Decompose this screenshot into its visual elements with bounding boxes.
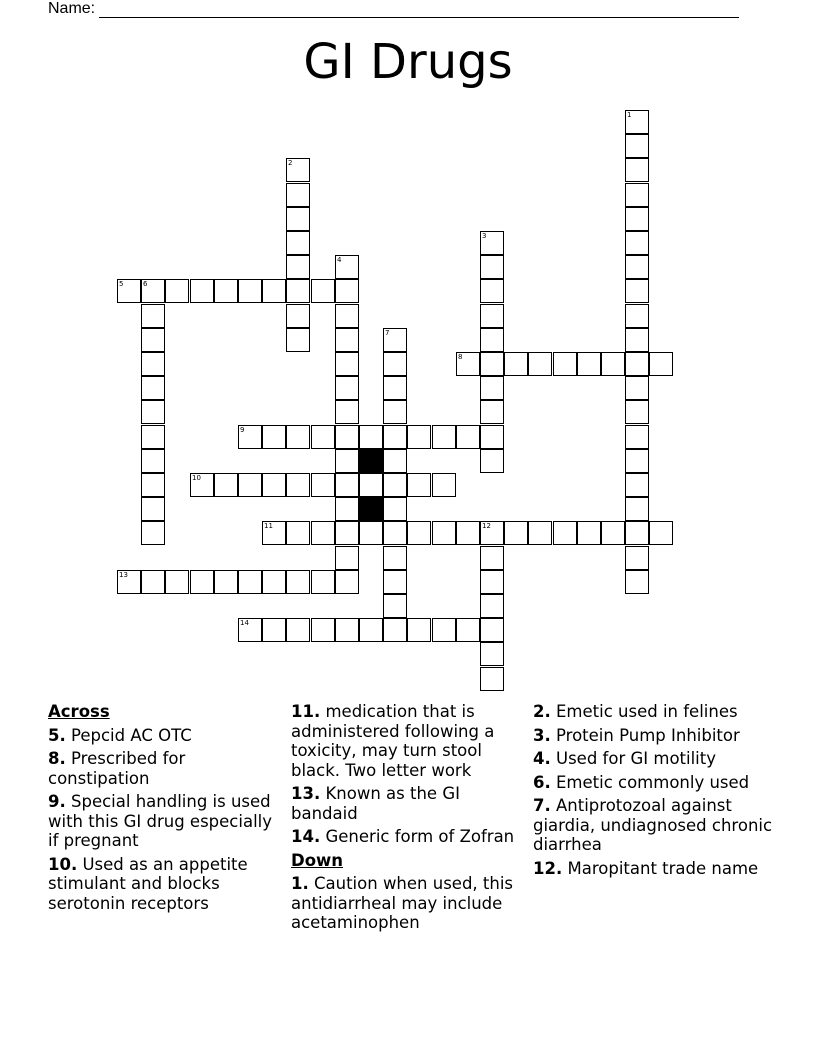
grid-cell[interactable] — [141, 376, 165, 400]
across-clue — [291, 827, 523, 847]
clues-column-2 — [291, 702, 523, 937]
grid-cell[interactable] — [383, 352, 407, 376]
grid-cell[interactable] — [335, 521, 359, 545]
grid-cell[interactable] — [311, 279, 335, 303]
grid-cell[interactable] — [141, 473, 165, 497]
grid-cell[interactable] — [335, 425, 359, 449]
grid-cell[interactable] — [286, 328, 310, 352]
grid-cell[interactable] — [311, 473, 335, 497]
name-label: Name: — [48, 0, 96, 17]
grid-cell[interactable] — [190, 570, 214, 594]
clue-number: 9. — [48, 792, 66, 811]
grid-cell[interactable] — [432, 618, 456, 642]
grid-cell[interactable] — [383, 400, 407, 424]
grid-cell[interactable] — [480, 279, 504, 303]
grid-cell-black — [359, 497, 383, 521]
grid-cell[interactable] — [335, 449, 359, 473]
grid-cell[interactable] — [456, 425, 480, 449]
grid-cell[interactable] — [141, 352, 165, 376]
grid-cell[interactable] — [504, 521, 528, 545]
across-clue — [291, 784, 523, 823]
clue-text: Emetic used in felines — [556, 702, 738, 721]
grid-cell[interactable] — [335, 473, 359, 497]
grid-cell[interactable] — [141, 304, 165, 328]
clue-number-label: 4 — [337, 256, 342, 264]
grid-cell[interactable] — [238, 425, 262, 449]
clue-text: Special handling is used with this GI drug especially if pregnant — [48, 792, 273, 850]
grid-cell[interactable] — [141, 328, 165, 352]
clue-text: Protein Pump Inhibitor — [556, 725, 740, 745]
grid-cell[interactable] — [456, 521, 480, 545]
grid-cell[interactable] — [480, 255, 504, 279]
clue-number: 4. — [533, 749, 551, 768]
grid-cell[interactable] — [262, 473, 286, 497]
clue-number: 11. — [291, 702, 321, 721]
grid-cell[interactable] — [480, 328, 504, 352]
clue-text: Caution when used, this antidiarrheal may include acetaminophen — [291, 874, 514, 932]
grid-cell[interactable] — [480, 546, 504, 570]
grid-cell[interactable] — [625, 158, 649, 182]
grid-cell[interactable] — [286, 618, 310, 642]
grid-cell[interactable] — [625, 304, 649, 328]
down-heading: Down — [291, 850, 344, 870]
grid-cell[interactable] — [625, 497, 649, 521]
grid-cell[interactable] — [286, 158, 310, 182]
clue-number: 1. — [291, 874, 309, 893]
grid-cell[interactable] — [625, 352, 649, 376]
grid-cell[interactable] — [577, 521, 601, 545]
clue-number-label: 9 — [240, 426, 245, 434]
grid-cell[interactable] — [141, 400, 165, 424]
grid-cell[interactable] — [335, 255, 359, 279]
clue-number-label: 7 — [385, 329, 390, 337]
clue-number: 8. — [48, 749, 66, 768]
name-underline[interactable] — [99, 3, 739, 18]
grid-cell[interactable] — [286, 183, 310, 207]
grid-cell[interactable] — [141, 279, 165, 303]
grid-cell[interactable] — [625, 449, 649, 473]
grid-cell[interactable] — [383, 425, 407, 449]
grid-cell[interactable] — [480, 618, 504, 642]
grid-cell[interactable] — [214, 279, 238, 303]
grid-cell[interactable] — [625, 328, 649, 352]
grid-cell[interactable] — [262, 570, 286, 594]
grid-cell[interactable] — [577, 352, 601, 376]
grid-cell[interactable] — [383, 570, 407, 594]
clue-number-label: 10 — [192, 474, 201, 482]
grid-cell[interactable] — [286, 207, 310, 231]
grid-cell[interactable] — [359, 618, 383, 642]
grid-cell[interactable] — [165, 570, 189, 594]
grid-cell[interactable] — [335, 304, 359, 328]
clue-text: Emetic commonly used — [556, 772, 750, 792]
grid-cell[interactable] — [407, 425, 431, 449]
grid-cell[interactable] — [190, 473, 214, 497]
grid-cell[interactable] — [480, 425, 504, 449]
grid-cell[interactable] — [407, 473, 431, 497]
clue-number: 5. — [48, 725, 66, 745]
grid-cell[interactable] — [141, 497, 165, 521]
grid-cell[interactable] — [480, 352, 504, 376]
down-clue — [533, 773, 773, 793]
grid-cell[interactable] — [480, 231, 504, 255]
grid-cell[interactable] — [649, 352, 673, 376]
grid-cell[interactable] — [383, 546, 407, 570]
grid-cell[interactable] — [262, 521, 286, 545]
grid-cell[interactable] — [311, 521, 335, 545]
grid-cell[interactable] — [625, 473, 649, 497]
clue-text: Maropitant trade name — [567, 858, 759, 878]
clue-text: Used as an appetite stimulant and blocks serotonin receptors — [48, 854, 248, 913]
grid-cell[interactable] — [286, 570, 310, 594]
grid-cell[interactable] — [625, 400, 649, 424]
grid-cell[interactable] — [625, 231, 649, 255]
clue-number-label: 14 — [240, 619, 249, 627]
down-clue — [533, 702, 773, 722]
grid-cell[interactable] — [141, 425, 165, 449]
grid-cell[interactable] — [117, 570, 141, 594]
grid-cell[interactable] — [625, 255, 649, 279]
grid-cell[interactable] — [625, 207, 649, 231]
grid-cell[interactable] — [480, 449, 504, 473]
grid-cell[interactable] — [625, 110, 649, 134]
grid-cell[interactable] — [117, 279, 141, 303]
grid-cell[interactable] — [480, 642, 504, 666]
grid-cell[interactable] — [480, 376, 504, 400]
grid-cell-black — [359, 449, 383, 473]
grid-cell[interactable] — [262, 279, 286, 303]
grid-cell[interactable] — [335, 352, 359, 376]
grid-cell[interactable] — [625, 183, 649, 207]
grid-cell[interactable] — [553, 521, 577, 545]
clue-number-label: 5 — [119, 280, 124, 288]
across-clue — [48, 792, 278, 851]
grid-cell[interactable] — [504, 352, 528, 376]
clues-column-1 — [48, 702, 278, 917]
grid-cell[interactable] — [359, 473, 383, 497]
grid-cell[interactable] — [286, 425, 310, 449]
grid-cell[interactable] — [141, 449, 165, 473]
clue-number-label: 8 — [458, 353, 463, 361]
grid-cell[interactable] — [553, 352, 577, 376]
grid-cell[interactable] — [528, 352, 552, 376]
clue-text: medication that is administered following a toxicity, may turn stool black. Two letter work — [291, 702, 495, 780]
grid-cell[interactable] — [238, 279, 262, 303]
clue-number: 13. — [291, 784, 321, 803]
grid-cell[interactable] — [480, 667, 504, 691]
grid-cell[interactable] — [214, 473, 238, 497]
page-title: GI Drugs — [303, 34, 513, 90]
grid-cell[interactable] — [286, 255, 310, 279]
grid-cell[interactable] — [625, 376, 649, 400]
grid-cell[interactable] — [432, 425, 456, 449]
clue-text: Antiprotozoal against giardia, undiagnosed chronic diarrhea — [533, 796, 773, 854]
clues-column-3 — [533, 702, 773, 882]
grid-cell[interactable] — [335, 618, 359, 642]
grid-cell[interactable] — [335, 546, 359, 570]
clue-number-label: 13 — [119, 571, 128, 579]
grid-cell[interactable] — [625, 279, 649, 303]
grid-cell[interactable] — [311, 570, 335, 594]
grid-cell[interactable] — [286, 279, 310, 303]
grid-cell[interactable] — [383, 449, 407, 473]
name-field[interactable] — [48, 0, 739, 18]
grid-cell[interactable] — [238, 570, 262, 594]
grid-cell[interactable] — [601, 521, 625, 545]
grid-cell[interactable] — [432, 521, 456, 545]
across-clue — [291, 702, 523, 780]
grid-cell[interactable] — [649, 521, 673, 545]
grid-cell[interactable] — [238, 473, 262, 497]
grid-cell[interactable] — [456, 618, 480, 642]
clue-number: 2. — [533, 702, 551, 721]
grid-cell[interactable] — [141, 521, 165, 545]
grid-cell[interactable] — [359, 521, 383, 545]
grid-cell[interactable] — [407, 521, 431, 545]
clue-text: Pepcid AC OTC — [71, 725, 192, 745]
grid-cell[interactable] — [335, 328, 359, 352]
grid-cell[interactable] — [480, 400, 504, 424]
clue-number-label: 11 — [264, 522, 273, 530]
clue-number: 7. — [533, 796, 551, 815]
across-clue — [48, 855, 278, 914]
grid-cell[interactable] — [383, 328, 407, 352]
grid-cell[interactable] — [383, 376, 407, 400]
grid-cell[interactable] — [625, 570, 649, 594]
down-clue — [533, 859, 773, 879]
grid-cell[interactable] — [286, 304, 310, 328]
grid-cell[interactable] — [359, 425, 383, 449]
clue-number: 12. — [533, 858, 563, 878]
grid-cell[interactable] — [311, 618, 335, 642]
down-clue — [533, 796, 773, 855]
grid-cell[interactable] — [625, 425, 649, 449]
grid-cell[interactable] — [311, 425, 335, 449]
across-heading: Across — [48, 702, 110, 721]
down-clue — [533, 726, 773, 746]
grid-cell[interactable] — [480, 594, 504, 618]
grid-cell[interactable] — [407, 618, 431, 642]
down-clue — [533, 749, 773, 769]
grid-cell[interactable] — [335, 376, 359, 400]
across-clue — [48, 749, 278, 788]
grid-cell[interactable] — [335, 279, 359, 303]
grid-cell[interactable] — [262, 425, 286, 449]
grid-cell[interactable] — [286, 473, 310, 497]
grid-cell[interactable] — [286, 521, 310, 545]
grid-cell[interactable] — [335, 497, 359, 521]
clue-number-label: 2 — [288, 159, 293, 167]
grid-cell[interactable] — [286, 231, 310, 255]
grid-cell[interactable] — [383, 497, 407, 521]
clue-text: Known as the GI bandaid — [291, 784, 460, 823]
grid-cell[interactable] — [528, 521, 552, 545]
grid-cell[interactable] — [480, 304, 504, 328]
clue-text: Used for GI motility — [556, 749, 716, 768]
grid-cell[interactable] — [480, 570, 504, 594]
clue-number: 3. — [533, 725, 551, 745]
across-clue — [48, 726, 278, 746]
grid-cell[interactable] — [335, 400, 359, 424]
grid-cell[interactable] — [383, 521, 407, 545]
grid-cell[interactable] — [335, 570, 359, 594]
clue-number: 6. — [533, 772, 551, 792]
grid-cell[interactable] — [238, 618, 262, 642]
grid-cell[interactable] — [165, 279, 189, 303]
clue-text: Generic form of Zofran — [325, 827, 515, 846]
grid-cell[interactable] — [625, 134, 649, 158]
grid-cell[interactable] — [141, 570, 165, 594]
grid-cell[interactable] — [190, 279, 214, 303]
clue-number-label: 3 — [482, 232, 487, 240]
clue-number: 10. — [48, 854, 78, 874]
grid-cell[interactable] — [625, 546, 649, 570]
grid-cell[interactable] — [432, 473, 456, 497]
grid-cell[interactable] — [383, 473, 407, 497]
grid-cell[interactable] — [480, 521, 504, 545]
grid-cell[interactable] — [456, 352, 480, 376]
grid-cell[interactable] — [383, 618, 407, 642]
grid-cell[interactable] — [601, 352, 625, 376]
grid-cell[interactable] — [214, 570, 238, 594]
clue-number-label: 6 — [143, 280, 148, 288]
grid-cell[interactable] — [262, 618, 286, 642]
clue-text: Prescribed for constipation — [48, 749, 186, 788]
grid-cell[interactable] — [383, 594, 407, 618]
clue-number-label: 12 — [482, 522, 491, 530]
clue-number: 14. — [291, 827, 321, 846]
down-clue — [291, 874, 523, 933]
grid-cell[interactable] — [625, 521, 649, 545]
clue-number-label: 1 — [627, 111, 632, 119]
